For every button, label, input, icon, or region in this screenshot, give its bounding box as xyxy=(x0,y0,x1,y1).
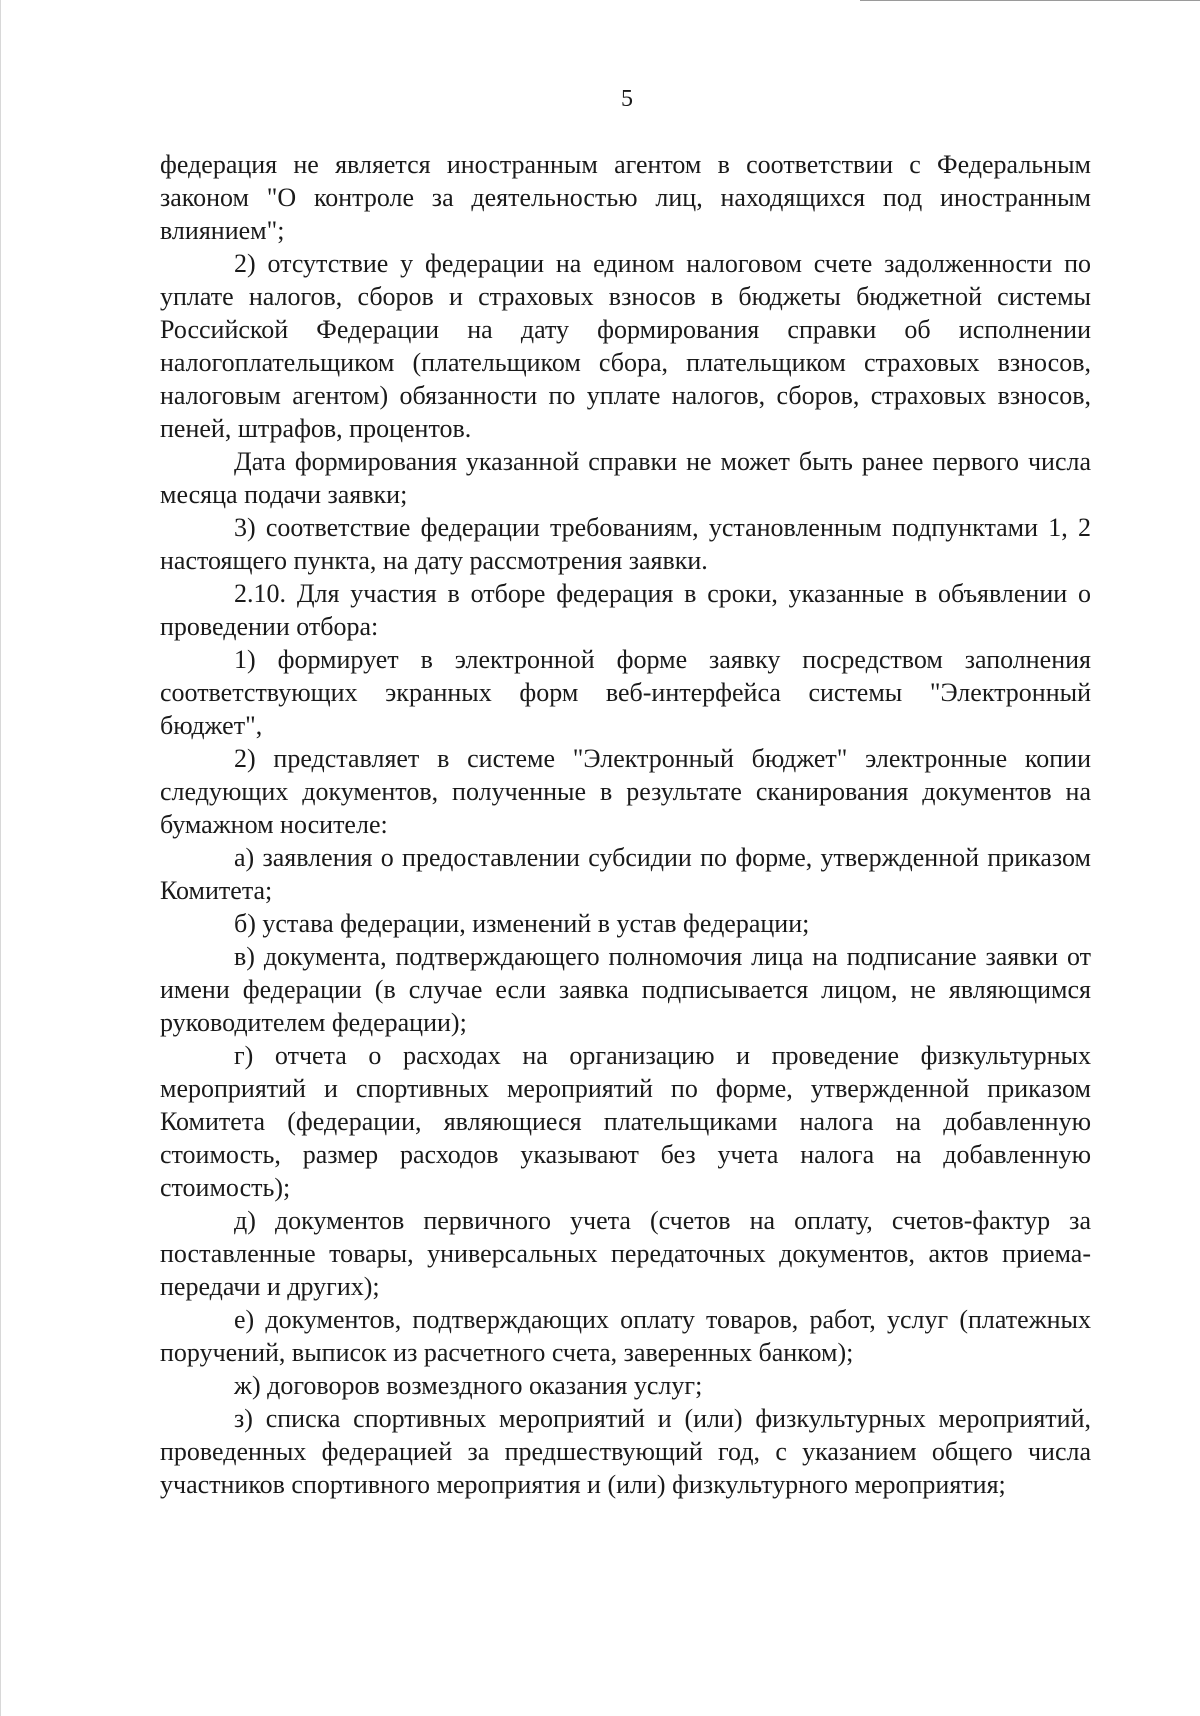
paragraph: 2.10. Для участия в отборе федерация в сроки, указанные в объявлении о проведении отбора: xyxy=(160,579,1091,641)
scan-edge-line xyxy=(860,0,1200,1)
document-body xyxy=(160,148,1091,1501)
paragraph: 2) отсутствие у федерации на едином налоговом счете задолженности по уплате налогов, сборов и страховых взносов в бюджеты бюджетной системы Российской Федерации на дату формирования справки об исполнении налогоплательщиком (плательщиком сбора, плательщиком страховых взносов, налоговым агентом) обязанности по уплате налогов, сборов, страховых взносов, пеней, штрафов, процентов. xyxy=(160,249,1091,443)
paragraph: в) документа, подтверждающего полномочия лица на подписание заявки от имени федерации (в случае если заявка подписывается лицом, не являющимся руководителем федерации); xyxy=(160,942,1091,1037)
paragraph: е) документов, подтверждающих оплату товаров, работ, услуг (платежных поручений, выписок из расчетного счета, заверенных банком); xyxy=(160,1305,1091,1367)
paragraph: федерация не является иностранным агентом в соответствии с Федеральным законом "О контроле за деятельностью лиц, находящихся под иностранным влиянием"; xyxy=(160,150,1091,245)
paragraph: 2) представляет в системе "Электронный бюджет" электронные копии следующих документов, полученные в результате сканирования документов на бумажном носителе: xyxy=(160,744,1091,839)
paragraph: 1) формирует в электронной форме заявку посредством заполнения соответствующих экранных форм веб-интерфейса системы "Электронный бюджет", xyxy=(160,645,1091,740)
paragraph: 3) соответствие федерации требованиям, установленным подпунктами 1, 2 настоящего пункта, на дату рассмотрения заявки. xyxy=(160,513,1091,575)
paragraph: б) устава федерации, изменений в устав федерации; xyxy=(234,909,810,938)
scan-edge-line xyxy=(0,0,1,1716)
paragraph: Дата формирования указанной справки не может быть ранее первого числа месяца подачи заявки; xyxy=(160,447,1091,509)
paragraph: ж) договоров возмездного оказания услуг; xyxy=(234,1371,703,1400)
paragraph: а) заявления о предоставлении субсидии по форме, утвержденной приказом Комитета; xyxy=(160,843,1091,905)
paragraph: г) отчета о расходах на организацию и проведение физкультурных мероприятий и спортивных мероприятий по форме, утвержденной приказом Комитета (федерации, являющиеся плательщиками налога на добавленную стоимость, размер расходов указывают без учета налога на добавленную стоимость); xyxy=(160,1041,1091,1202)
paragraph: д) документов первичного учета (счетов на оплату, счетов-фактур за поставленные товары, универсальных передаточных документов, актов приема-передачи и других); xyxy=(160,1206,1091,1301)
paragraph: з) списка спортивных мероприятий и (или) физкультурных мероприятий, проведенных федерацией за предшествующий год, с указанием общего числа участников спортивного мероприятия и (или) физкультурного мероприятия; xyxy=(160,1404,1091,1499)
page-number: 5 xyxy=(621,86,633,112)
